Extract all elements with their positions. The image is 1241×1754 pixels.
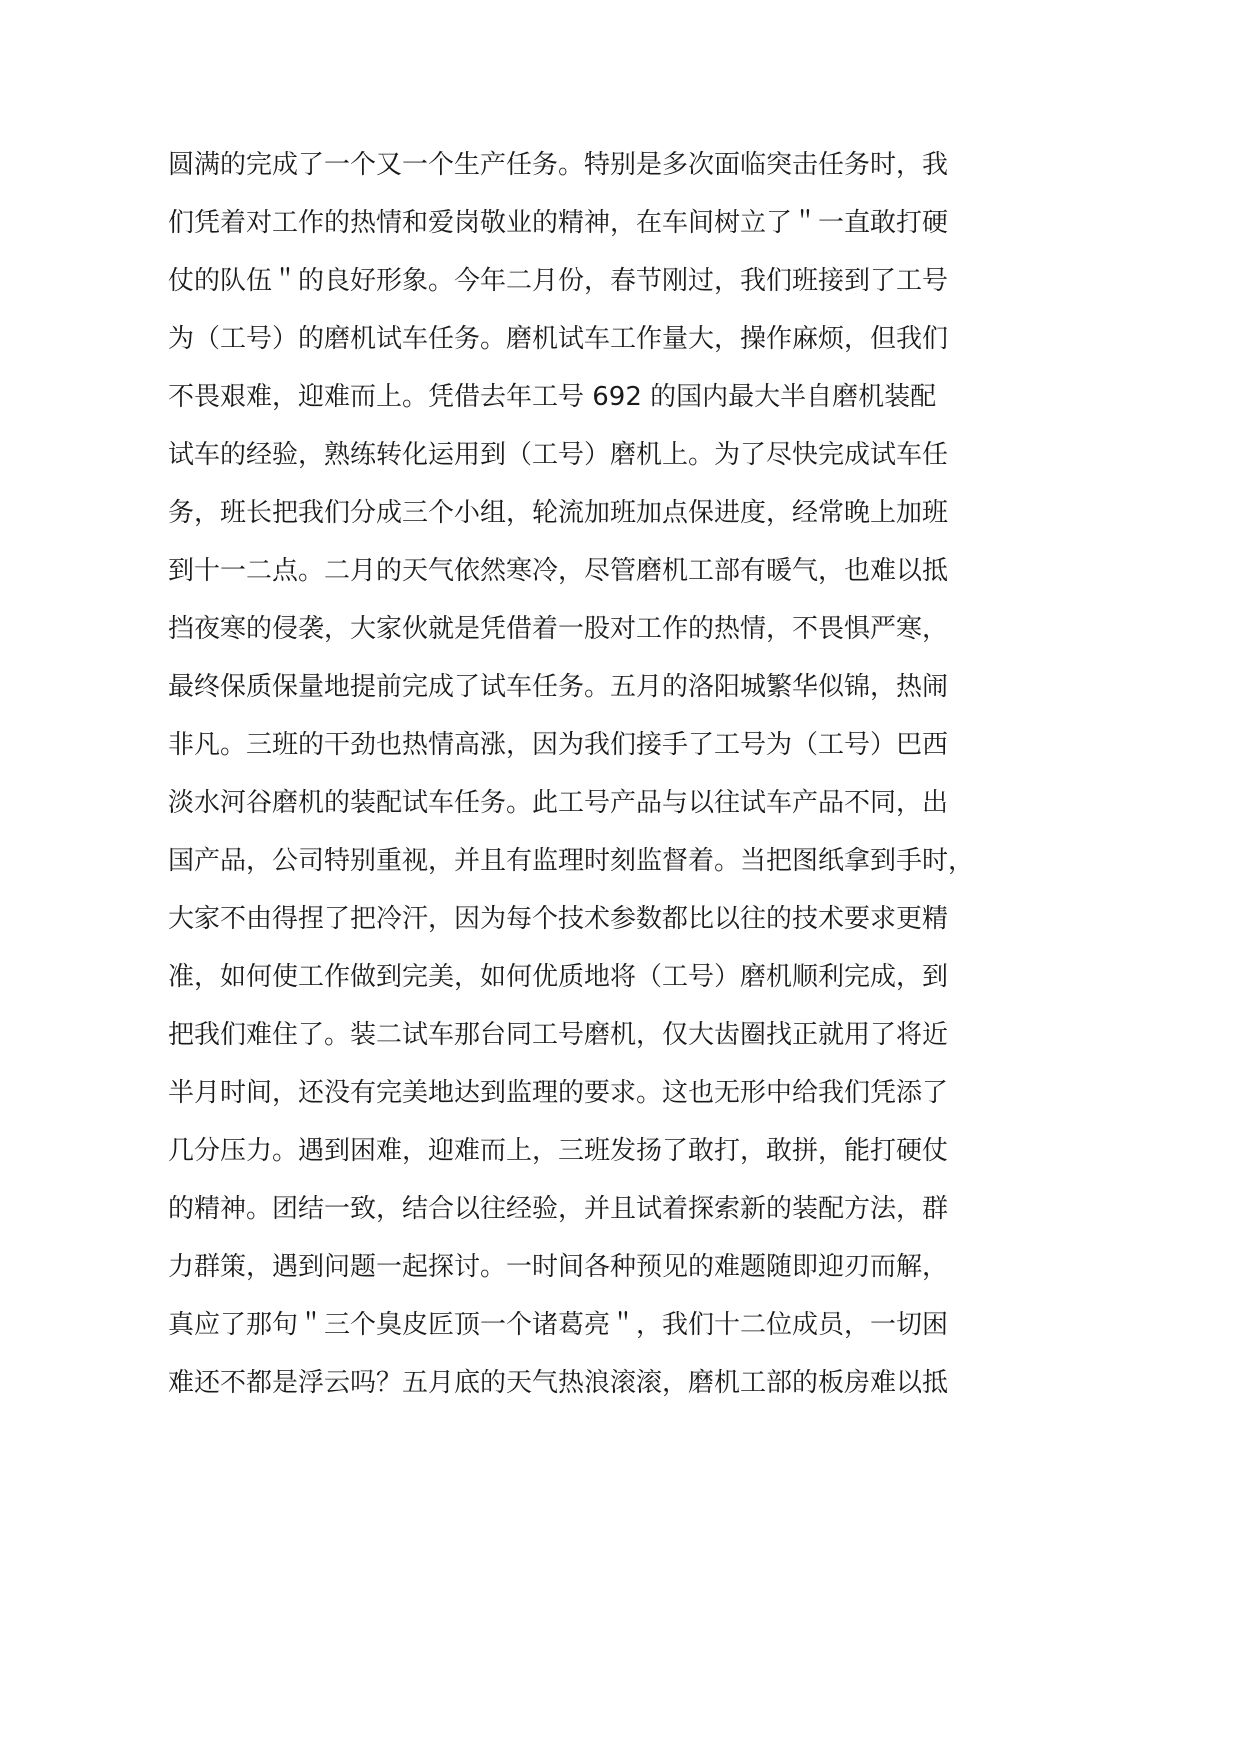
paragraph-line: 把我们难住了。装二试车那台同工号磨机，仅大齿圈找正就用了将近 bbox=[168, 1020, 949, 1050]
paragraph-line: 们凭着对工作的热情和爱岗敬业的精神，在车间树立了＂一直敢打硬 bbox=[168, 208, 949, 238]
paragraph-line: 几分压力。遇到困难，迎难而上，三班发扬了敢打，敢拼，能打硬仗 bbox=[168, 1136, 949, 1166]
paragraph-line: 真应了那句＂三个臭皮匠顶一个诸葛亮＂，我们十二位成员，一切困 bbox=[168, 1310, 949, 1340]
paragraph-line: 的精神。团结一致，结合以往经验，并且试着探索新的装配方法，群 bbox=[168, 1194, 949, 1224]
paragraph-line: 准，如何使工作做到完美，如何优质地将（工号）磨机顺利完成，到 bbox=[168, 962, 949, 992]
body-paragraph bbox=[168, 136, 1068, 1412]
paragraph-line: 为（工号）的磨机试车任务。磨机试车工作量大，操作麻烦，但我们 bbox=[168, 324, 949, 354]
paragraph-line: 到十一二点。二月的天气依然寒冷，尽管磨机工部有暖气，也难以抵 bbox=[168, 556, 949, 586]
paragraph-line: 淡水河谷磨机的装配试车任务。此工号产品与以往试车产品不同，出 bbox=[168, 788, 949, 818]
paragraph-line: 半月时间，还没有完美地达到监理的要求。这也无形中给我们凭添了 bbox=[168, 1078, 949, 1108]
paragraph-line: 力群策，遇到问题一起探讨。一时间各种预见的难题随即迎刃而解， bbox=[168, 1252, 949, 1282]
paragraph-line: 仗的队伍＂的良好形象。今年二月份，春节刚过，我们班接到了工号 bbox=[168, 266, 949, 296]
paragraph-line: 国产品，公司特别重视，并且有监理时刻监督着。当把图纸拿到手时， bbox=[168, 846, 975, 876]
paragraph-line: 不畏艰难，迎难而上。凭借去年工号 692 的国内最大半自磨机装配 bbox=[168, 382, 937, 412]
paragraph-line: 务，班长把我们分成三个小组，轮流加班加点保进度，经常晚上加班 bbox=[168, 498, 949, 528]
paragraph-line: 大家不由得捏了把冷汗，因为每个技术参数都比以往的技术要求更精 bbox=[168, 904, 949, 934]
paragraph-line: 最终保质保量地提前完成了试车任务。五月的洛阳城繁华似锦，热闹 bbox=[168, 672, 949, 702]
paragraph-line: 非凡。三班的干劲也热情高涨，因为我们接手了工号为（工号）巴西 bbox=[168, 730, 949, 760]
paragraph-line: 挡夜寒的侵袭，大家伙就是凭借着一股对工作的热情，不畏惧严寒， bbox=[168, 614, 949, 644]
paragraph-line: 试车的经验，熟练转化运用到（工号）磨机上。为了尽快完成试车任 bbox=[168, 440, 949, 470]
paragraph-line: 难还不都是浮云吗？五月底的天气热浪滚滚，磨机工部的板房难以抵 bbox=[168, 1368, 949, 1398]
paragraph-line: 圆满的完成了一个又一个生产任务。特别是多次面临突击任务时，我 bbox=[168, 150, 949, 180]
